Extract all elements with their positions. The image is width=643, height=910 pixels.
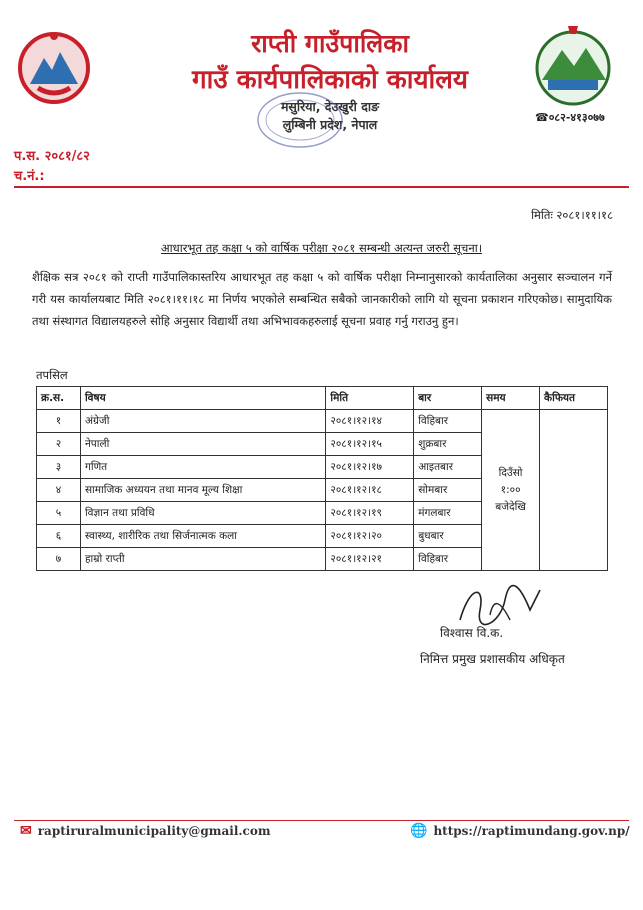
row-subject: सामाजिक अध्ययन तथा मानव मूल्य शिक्षा [80, 479, 325, 502]
row-sn: ७ [37, 548, 81, 571]
row-date: २०८१।१२।२१ [326, 548, 414, 571]
website-text: https://raptimundang.gov.np/ [433, 824, 630, 838]
time-label: दिउँसो [498, 466, 523, 479]
remarks-cell [540, 410, 608, 571]
header-day: बार [414, 387, 482, 410]
dispatch-number: च.नं.: [14, 169, 45, 184]
time-value: १:०० [500, 483, 521, 496]
notice-body: शैक्षिक सत्र २०८१ को राप्ती गाउँपालिकास्तरिय आधारभूत तह कक्षा ५ को वार्षिक परीक्षा निम्नानुसारको कार्यतालिका अनुसार सञ्चालन गर्ने गरी यस कार्यालयबाट मिति २०८१।११।१८ मा निर्णय भएकोले सम्बन्धित सबैको जानकारीको लागि यो सूचना प्रकाशन गरिएकोछ। सामुदायिक तथा संस्थागत विद्यालयहरुले सोहि अनुसार विद्यार्थी तथा अभिभावकहरुलाई सूचना प्रवाह गर्नु गराउनु हुन। [32, 270, 612, 328]
row-subject: अंग्रेजी [80, 410, 325, 433]
header-sn: क्र.स. [37, 387, 81, 410]
office-stamp-icon [255, 90, 345, 150]
address-line2: लुम्बिनी प्रदेश, नेपाल [282, 117, 378, 132]
row-subject: नेपाली [80, 433, 325, 456]
row-day: विहिबार [414, 410, 482, 433]
row-date: २०८१।१२।२० [326, 525, 414, 548]
row-day: शुक्रबार [414, 433, 482, 456]
time-suffix: बजेदेखि [495, 500, 526, 513]
row-subject: हाम्रो राप्ती [80, 548, 325, 571]
table-header-row [37, 387, 608, 410]
email-text: raptiruralmunicipality@gmail.com [37, 824, 271, 838]
row-subject: विज्ञान तथा प्रविधि [80, 502, 325, 525]
row-date: २०८१।१२।१७ [326, 456, 414, 479]
signatory-title: निमित्त प्रमुख प्रशासकीय अधिकृत [420, 652, 565, 666]
row-day: बुधबार [414, 525, 482, 548]
table-row [37, 410, 608, 433]
reference-number: प.स. २०८१/८२ [14, 149, 90, 164]
row-subject: स्वास्थ्य, शारीरिक तथा सिर्जनात्मक कला [80, 525, 325, 548]
globe-icon: 🌐 [410, 823, 428, 839]
header-date: मिति [326, 387, 414, 410]
row-day: आइतबार [414, 456, 482, 479]
tapasil-label: तपसिल [36, 368, 68, 382]
notice-date: मितिः २०८१।११।१८ [531, 208, 613, 222]
mail-icon: ✉ [20, 823, 32, 839]
row-date: २०८१।१२।१८ [326, 479, 414, 502]
time-cell [482, 410, 540, 571]
footer-divider [14, 820, 629, 821]
municipality-logo-icon [528, 20, 618, 110]
row-date: २०८१।१२।१५ [326, 433, 414, 456]
phone-number: ☎०८२-४१३०७७ [535, 111, 605, 124]
row-date: २०८१।१२।१४ [326, 410, 414, 433]
row-sn: १ [37, 410, 81, 433]
notice-subject-text: आधारभूत तह कक्षा ५ को वार्षिक परीक्षा २०८१ सम्बन्धी अत्यन्त जरुरी सूचना। [160, 241, 483, 255]
signature-scribble-icon [450, 580, 550, 630]
signatory-name: विश्वास वि.क. [440, 626, 504, 640]
office-title-line2: गाउँ कार्यपालिकाको कार्यालय [192, 65, 468, 95]
row-sn: ५ [37, 502, 81, 525]
header-time: समय [482, 387, 540, 410]
row-sn: ३ [37, 456, 81, 479]
office-title-line1: राप्ती गाउँपालिका [251, 29, 409, 58]
row-day: मंगलबार [414, 502, 482, 525]
row-sn: ४ [37, 479, 81, 502]
row-sn: २ [37, 433, 81, 456]
footer-website[interactable] [410, 823, 630, 839]
row-sn: ६ [37, 525, 81, 548]
notice-subject [0, 241, 643, 256]
row-day: विहिबार [414, 548, 482, 571]
address-line1: मसुरिया, देउखुरी दाङ [280, 99, 380, 114]
footer-email[interactable] [20, 823, 271, 839]
nepal-emblem-icon [14, 28, 94, 108]
row-day: सोमबार [414, 479, 482, 502]
header-subject: विषय [80, 387, 325, 410]
row-subject: गणित [80, 456, 325, 479]
header-remarks: कैफियत [540, 387, 608, 410]
row-date: २०८१।१२।१९ [326, 502, 414, 525]
header-divider [14, 186, 629, 188]
exam-schedule-table [36, 386, 608, 571]
